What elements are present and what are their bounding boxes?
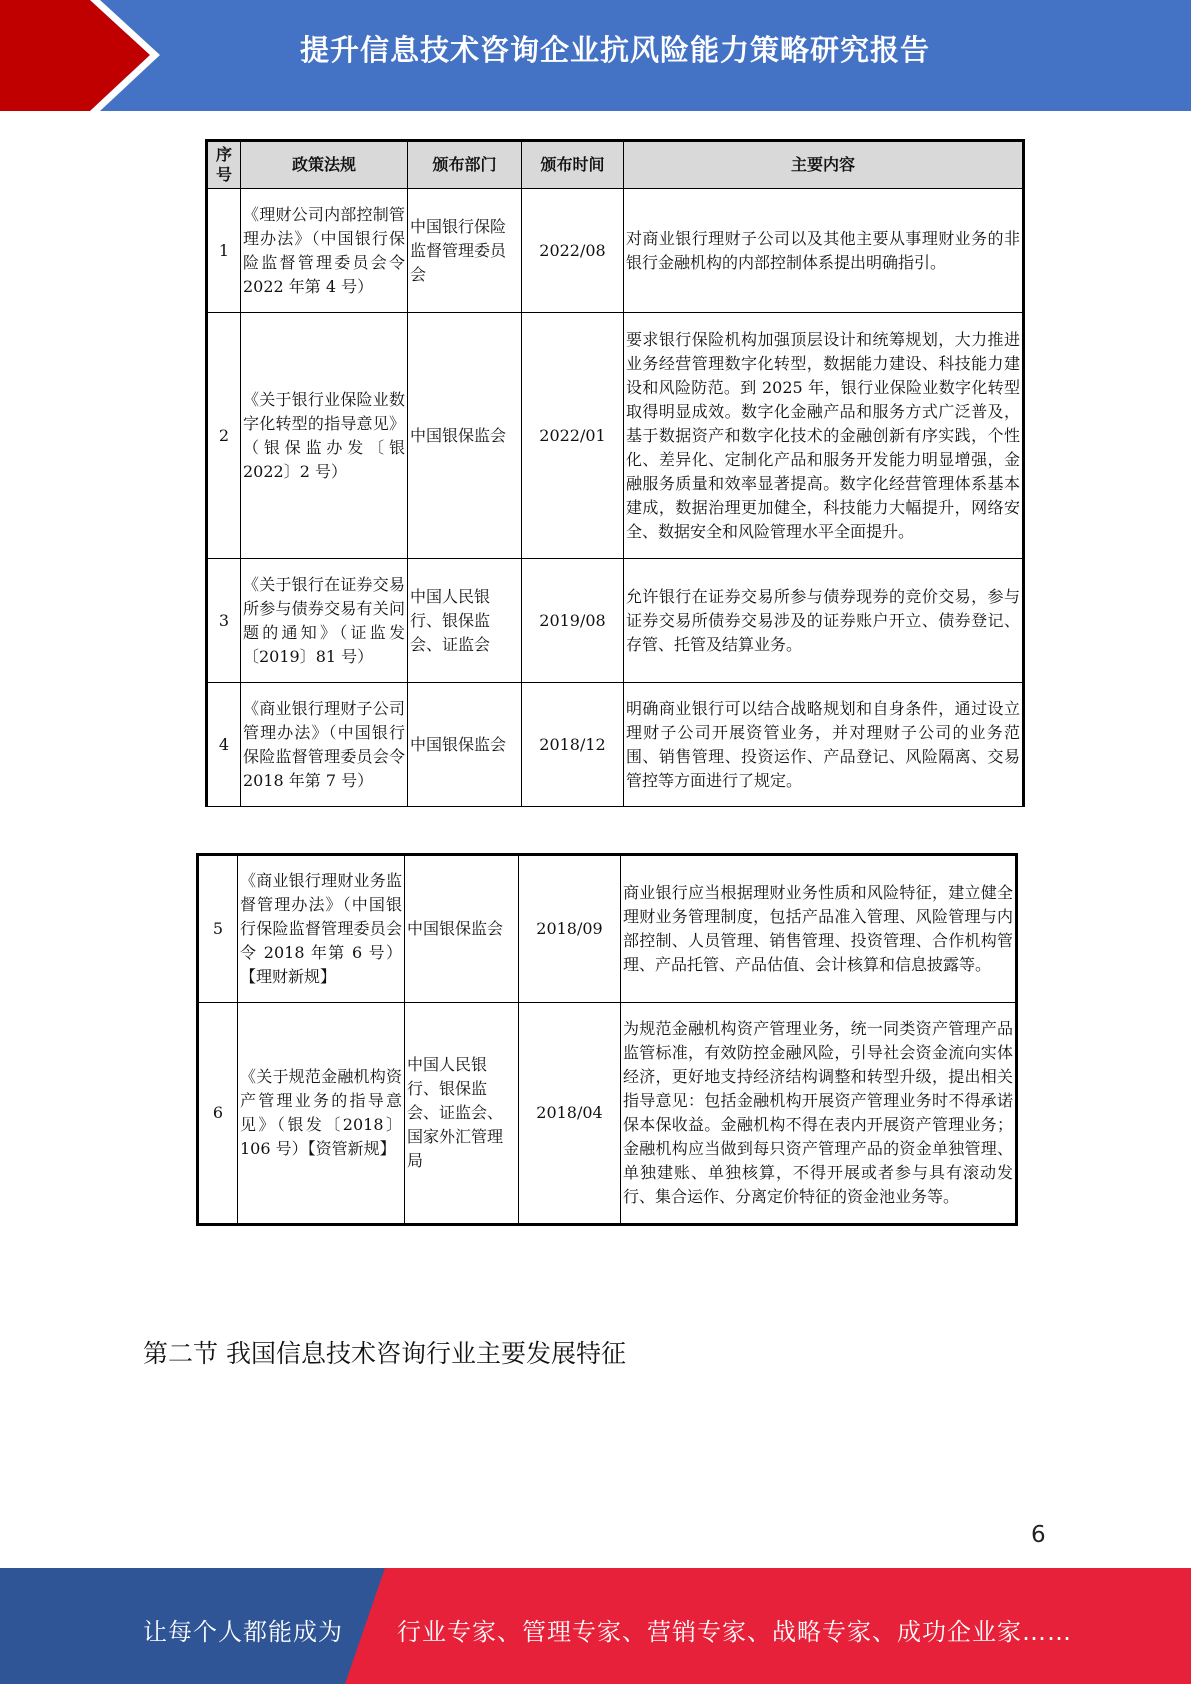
- row-policy: 《理财公司内部控制管理办法》（中国银行保险监督管理委员会令 2022 年第 4 号）: [241, 189, 408, 313]
- column-header-dept: 颁布部门: [408, 141, 522, 189]
- footer-slogan-right: 行业专家、管理专家、营销专家、战略专家、成功企业家……: [397, 1618, 1072, 1646]
- row-seq: 2: [207, 313, 241, 559]
- table-row: [207, 683, 1024, 807]
- table-row: [207, 189, 1024, 313]
- row-dept: 中国人民银行、银保监会、证监会: [408, 559, 522, 683]
- row-content: 商业银行应当根据理财业务性质和风险特征，建立健全理财业务管理制度，包括产品准入管理、风险管理与内部控制、人员管理、销售管理、投资管理、合作机构管理、产品托管、产品估值、会计核算和信息披露等。: [621, 855, 1017, 1003]
- row-policy: 《关于银行业保险业数字化转型的指导意见》（银保监办发〔银 2022〕2 号）: [241, 313, 408, 559]
- column-header-policy: 政策法规: [241, 141, 408, 189]
- row-dept: 中国银保监会: [408, 313, 522, 559]
- row-dept: 中国银保监会: [405, 855, 519, 1003]
- row-seq: 6: [198, 1003, 238, 1225]
- row-policy: 《关于规范金融机构资产管理业务的指导意见》（银发〔2018〕106 号）【资管新规】: [238, 1003, 405, 1225]
- row-dept: 中国银保监会: [408, 683, 522, 807]
- table-row: [207, 559, 1024, 683]
- row-seq: 4: [207, 683, 241, 807]
- row-policy: 《商业银行理财子公司管理办法》（中国银行保险监督管理委员会令 2018 年第 7 号）: [241, 683, 408, 807]
- row-date: 2018/04: [519, 1003, 621, 1225]
- table-header-row: [207, 141, 1024, 189]
- policy-table-part-1: [205, 139, 1025, 807]
- row-content: 对商业银行理财子公司以及其他主要从事理财业务的非银行金融机构的内部控制体系提出明确指引。: [624, 189, 1024, 313]
- column-header-content: 主要内容: [624, 141, 1024, 189]
- table-row: [207, 313, 1024, 559]
- table-row: [198, 855, 1017, 1003]
- row-seq: 5: [198, 855, 238, 1003]
- page-number: 6: [1031, 1522, 1046, 1548]
- row-content: 允许银行在证券交易所参与债券现券的竞价交易，参与证券交易所债券交易涉及的证券账户开立、债券登记、存管、托管及结算业务。: [624, 559, 1024, 683]
- footer-slogan-left: 让每个人都能成为: [143, 1618, 343, 1646]
- row-content: 为规范金融机构资产管理业务，统一同类资产管理产品监管标准，有效防控金融风险，引导社会资金流向实体经济，更好地支持经济结构调整和转型升级，提出相关指导意见：包括金融机构开展资产管理业务时不得承诺保本保收益。金融机构不得在表内开展资产管理业务；金融机构应当做到每只资产管理产品的资金单独管理、单独建账、单独核算，不得开展或者参与具有滚动发行、集合运作、分离定价特征的资金池业务等。: [621, 1003, 1017, 1225]
- policy-table-part-2: [196, 853, 1018, 1226]
- row-date: 2022/08: [522, 189, 624, 313]
- row-dept: 中国人民银行、银保监会、证监会、国家外汇管理局: [405, 1003, 519, 1225]
- row-policy: 《关于银行在证券交易所参与债券交易有关问题的通知》（证监发〔2019〕81 号）: [241, 559, 408, 683]
- row-seq: 1: [207, 189, 241, 313]
- page-header: [0, 0, 1191, 111]
- column-header-seq: 序号: [207, 141, 241, 189]
- row-dept: 中国银行保险监督管理委员会: [408, 189, 522, 313]
- row-seq: 3: [207, 559, 241, 683]
- page-footer: [0, 1568, 1191, 1684]
- row-date: 2019/08: [522, 559, 624, 683]
- table-row: [198, 1003, 1017, 1225]
- row-date: 2018/09: [519, 855, 621, 1003]
- row-content: 要求银行保险机构加强顶层设计和统筹规划，大力推进业务经营管理数字化转型，数据能力建设、科技能力建设和风险防范。到 2025 年，银行业保险业数字化转型取得明显成效。数字化金融产品和服务方式广泛普及，基于数据资产和数字化技术的金融创新有序实践，个性化、差异化、定制化产品和服务开发能力明显增强，金融服务质量和效率显著提高。数字化经营管理体系基本建成，数据治理更加健全，科技能力大幅提升，网络安全、数据安全和风险管理水平全面提升。: [624, 313, 1024, 559]
- row-content: 明确商业银行可以结合战略规划和自身条件，通过设立理财子公司开展资管业务，并对理财子公司的业务范围、销售管理、投资运作、产品登记、风险隔离、交易管控等方面进行了规定。: [624, 683, 1024, 807]
- row-policy: 《商业银行理财业务监督管理办法》（中国银行保险监督管理委员会令 2018 年第 6 号）【理财新规】: [238, 855, 405, 1003]
- row-date: 2018/12: [522, 683, 624, 807]
- column-header-date: 颁布时间: [522, 141, 624, 189]
- section-heading: 第二节 我国信息技术咨询行业主要发展特征: [143, 1339, 626, 1368]
- report-title: 提升信息技术咨询企业抗风险能力策略研究报告: [299, 33, 930, 67]
- row-date: 2022/01: [522, 313, 624, 559]
